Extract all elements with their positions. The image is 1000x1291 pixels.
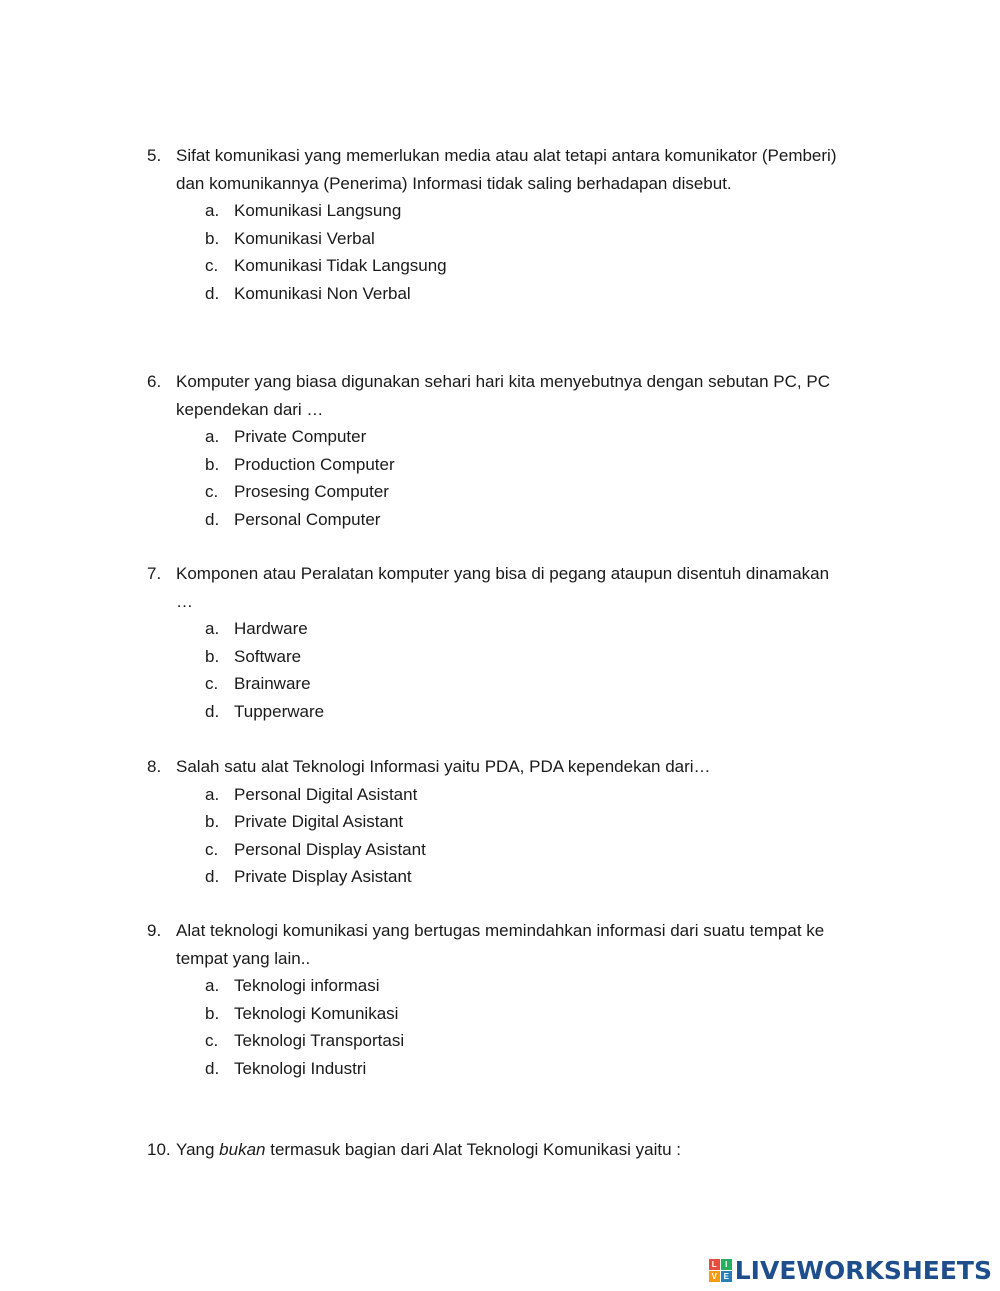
option-b: b. Komunikasi Verbal bbox=[205, 228, 375, 248]
options-list bbox=[147, 972, 907, 1082]
question-text: Komputer yang biasa digunakan sehari hari kita menyebutnya dengan sebutan PC, PC kependekan dari … bbox=[176, 372, 830, 419]
question-10 bbox=[147, 1136, 907, 1164]
option-d: d. Private Display Asistant bbox=[205, 867, 412, 886]
option-a: a. Teknologi informasi bbox=[205, 976, 380, 995]
option-c: c. Teknologi Transportasi bbox=[205, 1031, 405, 1050]
options-list bbox=[147, 197, 907, 307]
question-number: 7. bbox=[147, 564, 162, 583]
option-b: b. Software bbox=[205, 646, 302, 666]
question-9 bbox=[147, 917, 907, 1082]
question-number: 8. bbox=[147, 757, 162, 776]
question-text: Sifat komunikasi yang memerlukan media atau alat tetapi antara komunikator (Pemberi) dan komunikannya (Penerima) Informasi tidak saling berhadapan disebut. bbox=[176, 146, 837, 193]
question-7 bbox=[147, 560, 907, 725]
option-d: d. Komunikasi Non Verbal bbox=[205, 283, 411, 303]
brand-name: LIVEWORKSHEETS bbox=[734, 1255, 992, 1285]
option-a: a. Hardware bbox=[205, 619, 308, 638]
liveworksheets-logo bbox=[709, 1254, 992, 1286]
option-d: d. Tupperware bbox=[205, 701, 325, 721]
option-b: b. Teknologi Komunikasi bbox=[205, 1003, 399, 1023]
option-c: c. Komunikasi Tidak Langsung bbox=[205, 256, 447, 275]
option-c: c. Prosesing Computer bbox=[205, 482, 389, 501]
question-text: Salah satu alat Teknologi Informasi yaitu PDA, PDA kependekan dari… bbox=[176, 757, 711, 776]
question-text: Komponen atau Peralatan komputer yang bisa di pegang ataupun disentuh dinamakan … bbox=[176, 564, 830, 611]
emphasis-text: bukan bbox=[219, 1140, 266, 1159]
option-d: d. Personal Computer bbox=[205, 509, 381, 529]
option-a: a. Private Computer bbox=[205, 427, 367, 446]
option-d: d. Teknologi Industri bbox=[205, 1058, 367, 1078]
question-6 bbox=[147, 368, 907, 533]
question-number: 9. bbox=[147, 921, 162, 940]
option-c: c. Brainware bbox=[205, 674, 311, 693]
question-5 bbox=[147, 142, 907, 307]
question-text: Yang bukan termasuk bagian dari Alat Teknologi Komunikasi yaitu : bbox=[176, 1140, 681, 1159]
option-b: b. Private Digital Asistant bbox=[205, 812, 404, 831]
option-a: a. Komunikasi Langsung bbox=[205, 201, 402, 220]
question-number: 6. bbox=[147, 372, 162, 391]
question-8 bbox=[147, 753, 907, 891]
option-a: a. Personal Digital Asistant bbox=[205, 784, 418, 804]
options-list bbox=[147, 781, 907, 891]
question-number: 10. bbox=[147, 1140, 171, 1159]
options-list bbox=[147, 615, 907, 725]
question-number: 5. bbox=[147, 146, 162, 165]
options-list bbox=[147, 423, 907, 533]
question-text: Alat teknologi komunikasi yang bertugas memindahkan informasi dari suatu tempat ke tempat yang lain.. bbox=[176, 921, 825, 968]
option-c: c. Personal Display Asistant bbox=[205, 839, 426, 859]
option-b: b. Production Computer bbox=[205, 454, 395, 474]
logo-icon: L I V E bbox=[709, 1259, 732, 1282]
